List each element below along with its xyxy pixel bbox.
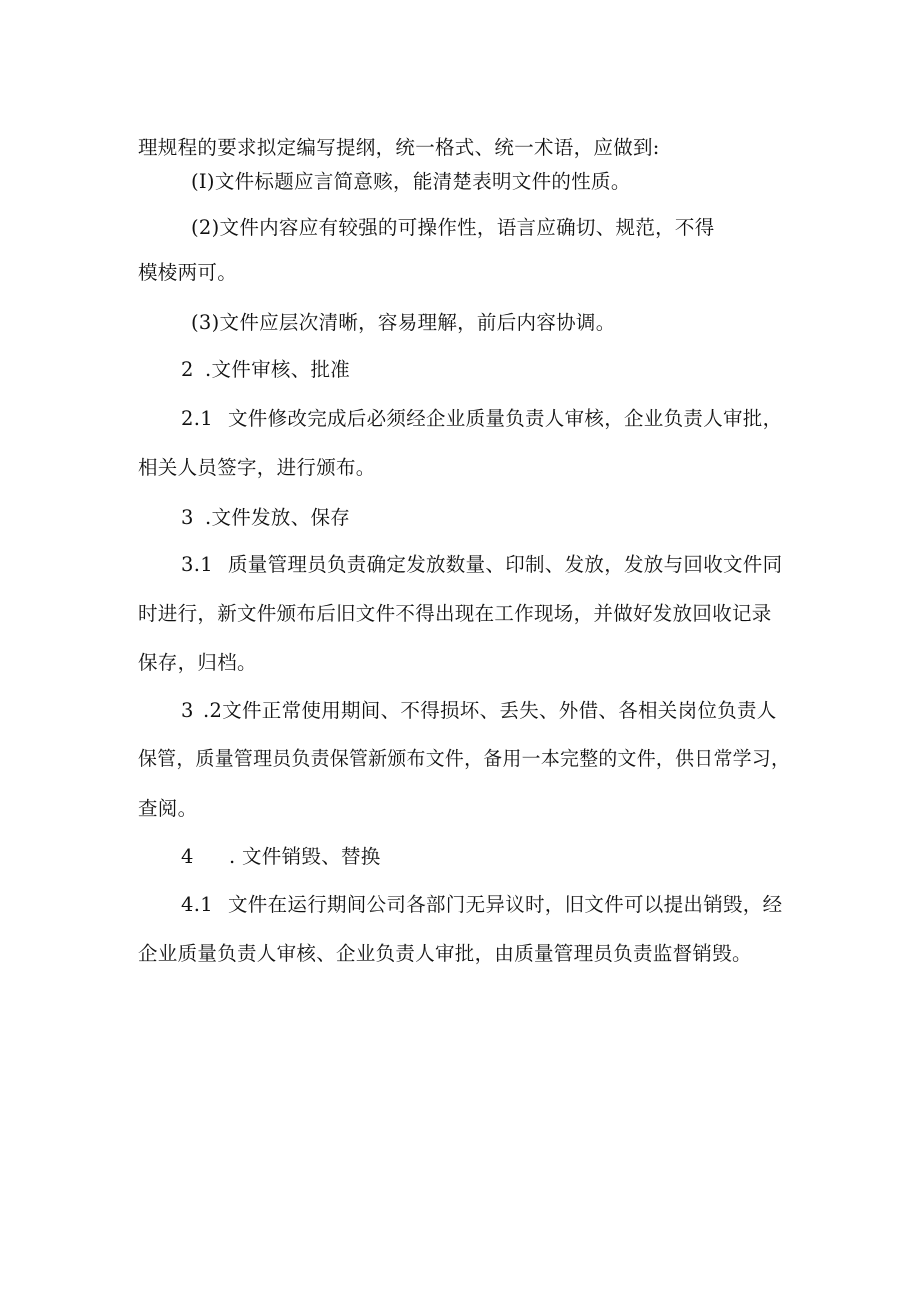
section-number: 3 [181, 506, 194, 529]
paragraph-line: 时进行，新文件颁布后旧文件不得出现在工作现场，并做好发放回收记录 [138, 602, 772, 625]
list-item-line: (3)文件应层次清晰，容易理解，前后内容协调。 [191, 311, 616, 334]
section-heading [181, 504, 350, 532]
section-title: .文件审核、批准 [205, 358, 351, 381]
section-title: .文件发放、保存 [205, 506, 351, 529]
clause-line [181, 405, 782, 433]
paragraph-line: 查阅。 [138, 797, 198, 820]
section-title: . 文件销毁、替换 [229, 845, 381, 868]
paragraph-line: 保存，归档。 [138, 651, 257, 674]
clause-line [181, 891, 782, 919]
paragraph-line: 模棱两可。 [138, 261, 238, 284]
section-number: 4 [181, 845, 194, 868]
clause-text: 质量管理员负责确定发放数量、印制、发放，发放与回收文件同 [228, 553, 783, 576]
clause-number: 3.1 [181, 553, 213, 576]
section-number: 2 [181, 358, 194, 381]
paragraph-line: 理规程的要求拟定编写提纲，统一格式、统一术语，应做到: [138, 136, 660, 159]
section-heading [181, 843, 381, 871]
list-item-line: (I)文件标题应言简意赅，能清楚表明文件的性质。 [191, 170, 631, 193]
clause-text: 文件在运行期间公司各部门无异议时，旧文件可以提出销毁，经 [228, 893, 783, 916]
list-item-line: (2)文件内容应有较强的可操作性，语言应确切、规范，不得 [191, 216, 715, 239]
paragraph-line: 相关人员签字，进行颁布。 [138, 456, 376, 479]
section-heading [181, 356, 350, 384]
clause-number: 3 [181, 699, 194, 722]
clause-text: 文件修改完成后必须经企业质量负责人审核，企业负责人审批， [228, 407, 783, 430]
paragraph-line: 保管，质量管理员负责保管新颁布文件，备用一本完整的文件，供日常学习， [138, 747, 791, 770]
clause-line [181, 697, 777, 725]
clause-text: .2文件正常使用期间、不得损坏、丢失、外借、各相关岗位负责人 [203, 699, 777, 722]
paragraph-line: 企业质量负责人审核、企业负责人审批，由质量管理员负责监督销毁。 [138, 942, 752, 965]
clause-number: 2.1 [181, 407, 213, 430]
clause-line [181, 551, 782, 579]
clause-number: 4.1 [181, 893, 213, 916]
